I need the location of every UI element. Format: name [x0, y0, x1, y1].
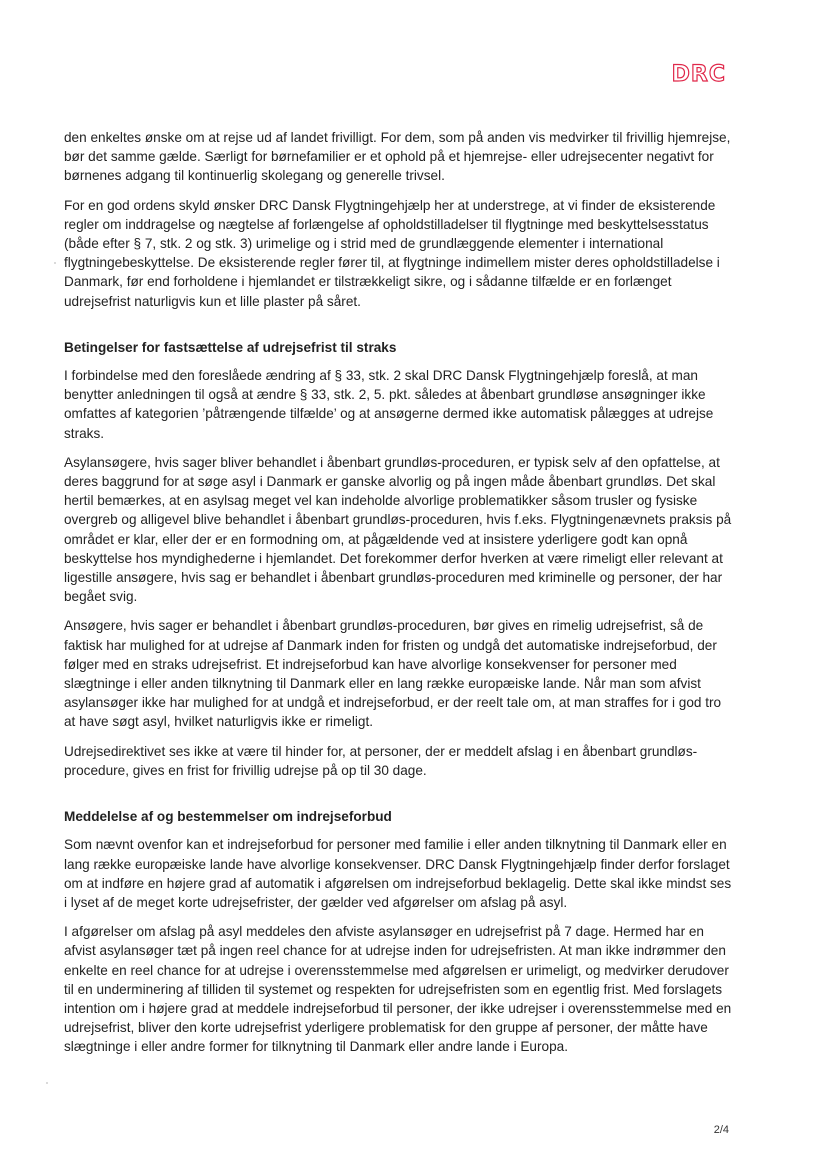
paragraph-8: I afgørelser om afslag på asyl meddeles den afviste asylansøger en udrejsefrist på 7 dage. Hermed har en afvist asylansøger tæt på ingen reel chance for at udrejse inden for udrejsefristen. At man ikke indrømmer den enkelte en reel chance for at udrejse i overensstemmelse med afgørelsen er urimeligt, og medvirker derudover til en underminering af tilliden til systemet og respekten for udrejsefristen som en egentlig frist. Med forslagets intention om i højere grad at meddele indrejseforbud til personer, der ikke udrejser i overensstemmelse med en udrejsefrist, bliver den korte udrejsefrist yderligere problematisk for den gruppe af personer, der måtte have slægtninge i eller andre former for tilknytning til Danmark eller andre lande i Europa.	[64, 924, 732, 1055]
section-heading-udrejsefrist: Betingelser for fastsættelse af udrejsefrist til straks	[64, 339, 397, 355]
page-number: 2/4	[713, 1124, 729, 1136]
paragraph-4: Asylansøgere, hvis sager bliver behandlet i åbenbart grundløs-proceduren, er typisk selv af den opfattelse, at deres baggrund for at søge asyl i Danmark er ganske alvorlig og på ingen måde åbenbart grundløs. Det skal hertil bemærkes, at en asylsag meget vel kan indeholde alvorlige problematikker såsom trusler og fysiske overgreb og alligevel blive behandlet i åbenbart grundløs-proceduren, hvis f.eks. Flygtningenævnets praksis på området er klar, eller der er en formodning om, at pågældende ved at insistere yderligere godt kan opnå beskyttelse hos myndighederne i hjemlandet. Det forekommer derfor hverken at være rimeligt eller relevant at ligestille ansøgere, hvis sag er behandlet i åbenbart grundløs-proceduren med kriminelle og personer, der har begået svig.	[64, 454, 732, 605]
paragraph-3: I forbindelse med den foreslåede ændring af § 33, stk. 2 skal DRC Dansk Flygtningehjælp foreslå, at man benytter anledningen til også at ændre § 33, stk. 2, 5. pkt. således at åbenbart grundløse ansøgninger ikke omfattes af kategorien ’påtrængende tilfælde’ og at ansøgerne dermed ikke automatisk pålægges at udrejse straks.	[64, 368, 714, 441]
paragraph-2: For en god ordens skyld ønsker DRC Dansk Flygtningehjælp her at understrege, at vi finder de eksisterende regler om inddragelse og nægtelse af forlængelse af opholdstilladelser til flygtninge med beskyttelsesstatus (både efter § 7, stk. 2 og stk. 3) urimelige og i strid med de grundlæggende elementer i international flygtningebeskyttelse. De eksisterende regler fører til, at flygtninge indimellem mister deres opholdstilladelse i Danmark, før end forholdene i hjemlandet er tilstrækkeligt sikre, og i sådanne tilfælde er en forlænget udrejsefrist naturligvis kun et lille plaster på såret.	[64, 197, 720, 309]
scan-speck	[54, 262, 56, 264]
document-body	[64, 128, 736, 1067]
paragraph-1: den enkeltes ønske om at rejse ud af landet frivilligt. For dem, som på anden vis medvirker til frivillig hjemrejse, bør det samme gælde. Særligt for børnefamilier er et ophold på et hjemrejse- eller udrejsecenter negativt for børnenes adgang til kontinuerlig skolegang og generelle trivsel.	[64, 130, 731, 184]
paragraph-5: Ansøgere, hvis sager er behandlet i åbenbart grundløs-proceduren, bør gives en rimelig udrejsefrist, så de faktisk har mulighed for at udrejse af Danmark inden for fristen og undgå det automatiske indrejseforbud, der følger med en straks udrejsefrist. Et indrejseforbud kan have alvorlige konsekvenser for personer med slægtninge i eller anden tilknytning til Danmark eller en lang række europæiske lande. Når man som afvist asylansøger ikke har mulighed for at undgå et indrejseforbud, er der reelt tale om, at man straffes for i god tro at have søgt asyl, hvilket naturligvis ikke er rimeligt.	[64, 618, 722, 730]
paragraph-6: Udrejsedirektivet ses ikke at være til hinder for, at personer, der er meddelt afslag i en åbenbart grundløs-procedure, gives en frist for frivillig udrejse på op til 30 dage.	[64, 743, 698, 778]
section-heading-indrejseforbud: Meddelelse af og bestemmelser om indrejseforbud	[64, 809, 392, 825]
scan-speck	[46, 1082, 48, 1084]
drc-logo: DRC	[671, 62, 726, 87]
paragraph-7: Som nævnt ovenfor kan et indrejseforbud for personer med familie i eller anden tilknytning til Danmark eller en lang række europæiske lande have alvorlige konsekvenser. DRC Dansk Flygtningehjælp finder derfor forslaget om at indføre en højere grad af automatik i afgørelsen om indrejseforbud beklagelig. Dette skal ikke mindst ses i lyset af de meget korte udrejsefrister, der gælder ved afgørelser om afslag på asyl.	[64, 837, 732, 910]
